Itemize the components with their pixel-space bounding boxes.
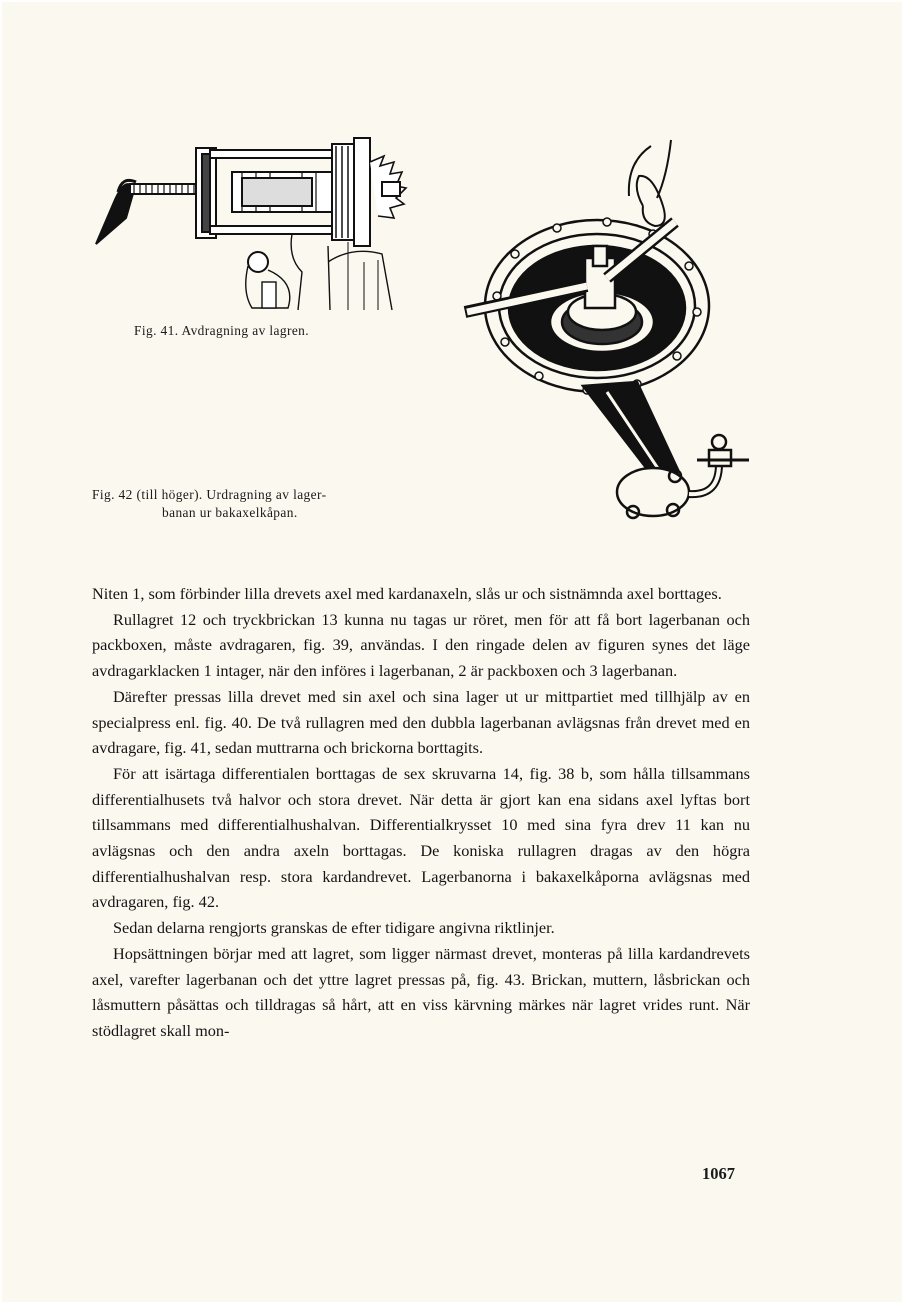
figure-42-caption [92,486,326,522]
body-text [92,581,750,1044]
paragraph-3: Därefter pressas lilla drevet med sin axel och sina lager ut ur mittpartiet med tillhjälp av en specialpress enl. fig. 40. De två rullagren med den dubbla lagerbanan avlägsnas från drevet med en avdragare, fig. 41, sedan muttrarna och brickorna borttagits. [92,686,750,758]
figure-42-illustration [457,136,757,534]
paragraph-1: Niten 1, som förbinder lilla drevets axel med kardanaxeln, slås ur och sistnämnda axel borttages. [92,584,722,603]
figure-41-caption: Fig. 41. Avdragning av lagren. [134,323,310,338]
paragraph-5: Sedan delarna rengjorts granskas de efter tidigare angivna riktlinjer. [113,918,555,938]
figure-41-illustration [92,132,412,314]
figure-42-caption-line1: Fig. 42 (till höger). Urdragning av lager- [92,487,327,502]
page-number: 1067 [702,1164,735,1183]
book-page [2,2,902,1302]
paragraph-2: Rullagret 12 och tryckbrickan 13 kunna nu tagas ur röret, men för att få bort lagerbanan och packboxen, måste avdragaren, fig. 39, användas. I den ringade delen av figuren synes det läge avdragarklacken 1 intager, när den införes i lagerbanan, 2 är packboxen och 3 lagerbanan. [92,609,750,681]
paragraph-6: Hopsättningen börjar med att lagret, som ligger närmast drevet, monteras på lilla kardandrevets axel, varefter lagerbanan och det yttre lagret pressas på, fig. 43. Brickan, muttern, låsbrickan och låsmuttern påsättas och tilldragas så hårt, att en viss kärvning märkes när lagret vrides runt. När stödlagret skall mon- [92,943,750,1040]
figure-42-caption-line2: banan ur bakaxelkåpan. [162,505,298,520]
paragraph-4: För att isärtaga differentialen borttagas de sex skruvarna 14, fig. 38 b, som hålla tillsammans differentialhusets två halvor och stora drevet. När detta är gjort kan ena sidans axel lyftas bort tillsammans med differentialhushalvan. Differentialkrysset 10 med sina fyra drev 11 kan nu avlägsnas och den andra axeln borttagas. De koniska rullagren dragas av den högra differentialhushalvan resp. stora kardandrevet. Lagerbanorna i bakaxelkåporna avlägsnas med avdragaren, fig. 42. [92,763,750,912]
